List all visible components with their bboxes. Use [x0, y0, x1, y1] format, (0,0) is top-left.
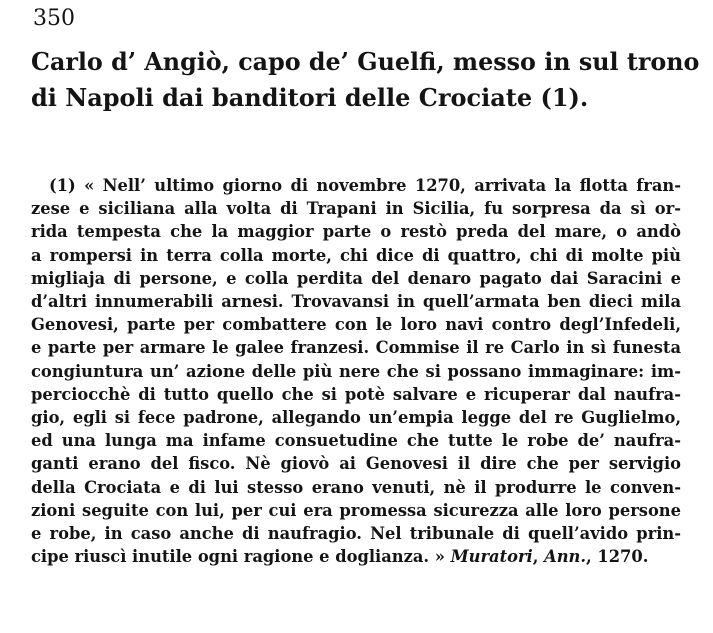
citation-author: Muratori: [450, 547, 533, 567]
footnote-line: della Crociata e di lui stesso erano venuti, nè il produrre le conven-: [31, 477, 681, 497]
footnote-last-line: cipe riuscì inutile ogni ragione e doglianza. » Muratori, Ann., 1270.: [31, 547, 649, 567]
footnote-line: zioni seguite con lui, per cui era promessa sicurezza alle loro persone: [31, 500, 681, 520]
page-number: 350: [33, 6, 75, 31]
footnote-last-line-text: cipe riuscì inutile ogni ragione e doglianza. »: [31, 547, 445, 567]
footnote-line: Genovesi, parte per combattere con le loro navi contro degl’Infedeli,: [31, 315, 681, 335]
footnote-line: (1) « Nell’ ultimo giorno di novembre 1270, arrivata la flotta fran-: [49, 176, 681, 195]
footnote: [31, 174, 681, 568]
citation-year: 1270.: [597, 547, 649, 567]
footnote-line: congiuntura un’ azione delle più nere che si possano immaginare: im-: [31, 361, 681, 381]
footnote-line: zese e siciliana alla volta di Trapani in Sicilia, fu sorpresa da sì or-: [31, 199, 681, 219]
heading-line: Carlo d’ Angiò, capo de’ Guelfi, messo in sul trono: [31, 48, 700, 76]
footnote-line: e robe, in caso anche di naufragio. Nel tribunale di quell’avido prin-: [31, 524, 681, 544]
footnote-line: rida tempesta che la maggior parte o restò preda del mare, o andò: [31, 222, 681, 242]
footnote-line: migliaja di persone, e colla perdita del denaro pagato dai Saracini e: [31, 268, 681, 288]
footnote-line: perciocchè di tutto quello che si potè salvare e ricuperar dal naufra-: [31, 384, 681, 404]
citation-work: Ann.: [544, 547, 587, 567]
footnote-line: a rompersi in terra colla morte, chi dice di quattro, chi di molte più: [31, 245, 681, 265]
footnote-line: d’altri innumerabili arnesi. Trovavansi in quell’armata ben dieci mila: [31, 292, 681, 312]
footnote-line: ed una lunga ma infame consuetudine che tutte le robe de’ naufra-: [31, 431, 681, 451]
footnote-line: ganti erano del fisco. Nè giovò ai Genovesi il dire che per servigio: [31, 454, 681, 474]
footnote-line: e parte per armare le galee franzesi. Commise il re Carlo in sì funesta: [31, 338, 681, 358]
footnote-line: gio, egli si fece padrone, allegando un’empia legge del re Guglielmo,: [31, 408, 681, 428]
section-heading: [31, 44, 701, 116]
heading-line: di Napoli dai banditori delle Crociate (1).: [31, 83, 589, 112]
